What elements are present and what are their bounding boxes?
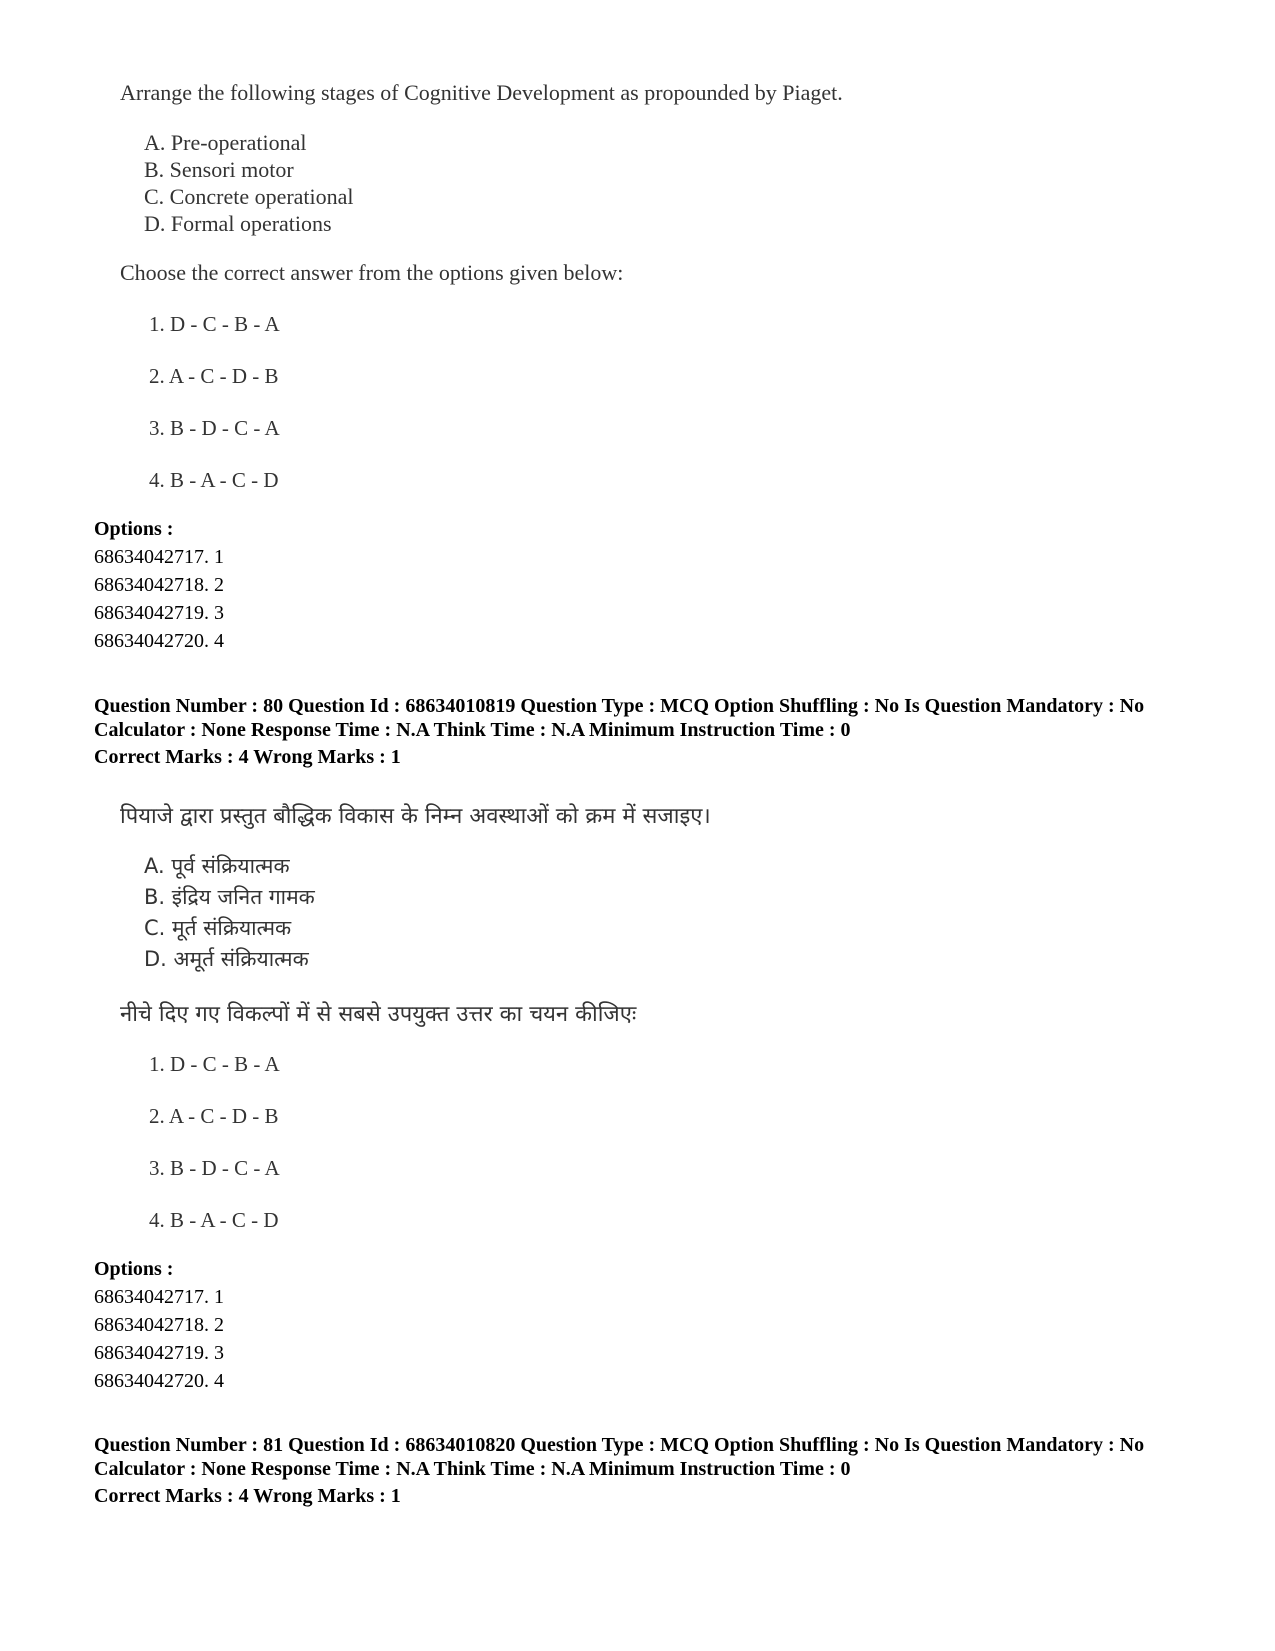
options-label: Options : [94, 518, 174, 540]
question-marks: Correct Marks : 4 Wrong Marks : 1 [94, 1485, 401, 1507]
question-prompt: पियाजे द्वारा प्रस्तुत बौद्धिक विकास के निम्न अवस्थाओं को क्रम में सजाइए। [120, 804, 711, 829]
question-meta: Question Number : 81 Question Id : 68634010820 Question Type : MCQ Option Shuffling : No Is Question Mandatory : No Calculator : None Response Time : N.A Think Time : N.A Minimum Instruction Time : 0 [94, 1434, 1145, 1480]
stage-item: B. इंद्रिय जनित गामक [144, 885, 315, 909]
stage-item: A. पूर्व संक्रियात्मक [144, 854, 290, 878]
question-meta: Question Number : 80 Question Id : 68634010819 Question Type : MCQ Option Shuffling : No Is Question Mandatory : No Calculator : None Response Time : N.A Think Time : N.A Minimum Instruction Time : 0 [94, 695, 1145, 741]
answer-choice: 2. A - C - D - B [149, 1104, 279, 1128]
option-id-line: 68634042719. 3 [94, 602, 224, 624]
options-label: Options : [94, 1258, 174, 1280]
option-id-line: 68634042718. 2 [94, 1314, 224, 1336]
answer-choice: 4. B - A - C - D [149, 468, 279, 492]
answer-choice: 2. A - C - D - B [149, 364, 279, 388]
choose-instruction: Choose the correct answer from the options given below: [120, 260, 624, 285]
option-id-line: 68634042717. 1 [94, 546, 224, 568]
stage-item: B. Sensori motor [144, 157, 294, 182]
answer-choice: 1. D - C - B - A [149, 1052, 280, 1076]
choose-instruction: नीचे दिए गए विकल्पों में से सबसे उपयुक्त उत्तर का चयन कीजिएः [120, 1002, 637, 1027]
option-id-line: 68634042718. 2 [94, 574, 224, 596]
answer-choice: 3. B - D - C - A [149, 416, 280, 440]
stage-item: D. अमूर्त संक्रियात्मक [144, 947, 309, 971]
question-prompt: Arrange the following stages of Cognitive Development as propounded by Piaget. [120, 80, 843, 105]
answer-choice: 4. B - A - C - D [149, 1208, 279, 1232]
stage-item: C. मूर्त संक्रियात्मक [144, 916, 292, 940]
stage-item: C. Concrete operational [144, 184, 354, 209]
option-id-line: 68634042720. 4 [94, 1370, 224, 1392]
option-id-line: 68634042717. 1 [94, 1286, 224, 1308]
question-marks: Correct Marks : 4 Wrong Marks : 1 [94, 746, 401, 768]
option-id-line: 68634042719. 3 [94, 1342, 224, 1364]
stage-item: D. Formal operations [144, 211, 332, 236]
stage-item: A. Pre-operational [144, 130, 307, 155]
option-id-line: 68634042720. 4 [94, 630, 224, 652]
answer-choice: 1. D - C - B - A [149, 312, 280, 336]
answer-choice: 3. B - D - C - A [149, 1156, 280, 1180]
